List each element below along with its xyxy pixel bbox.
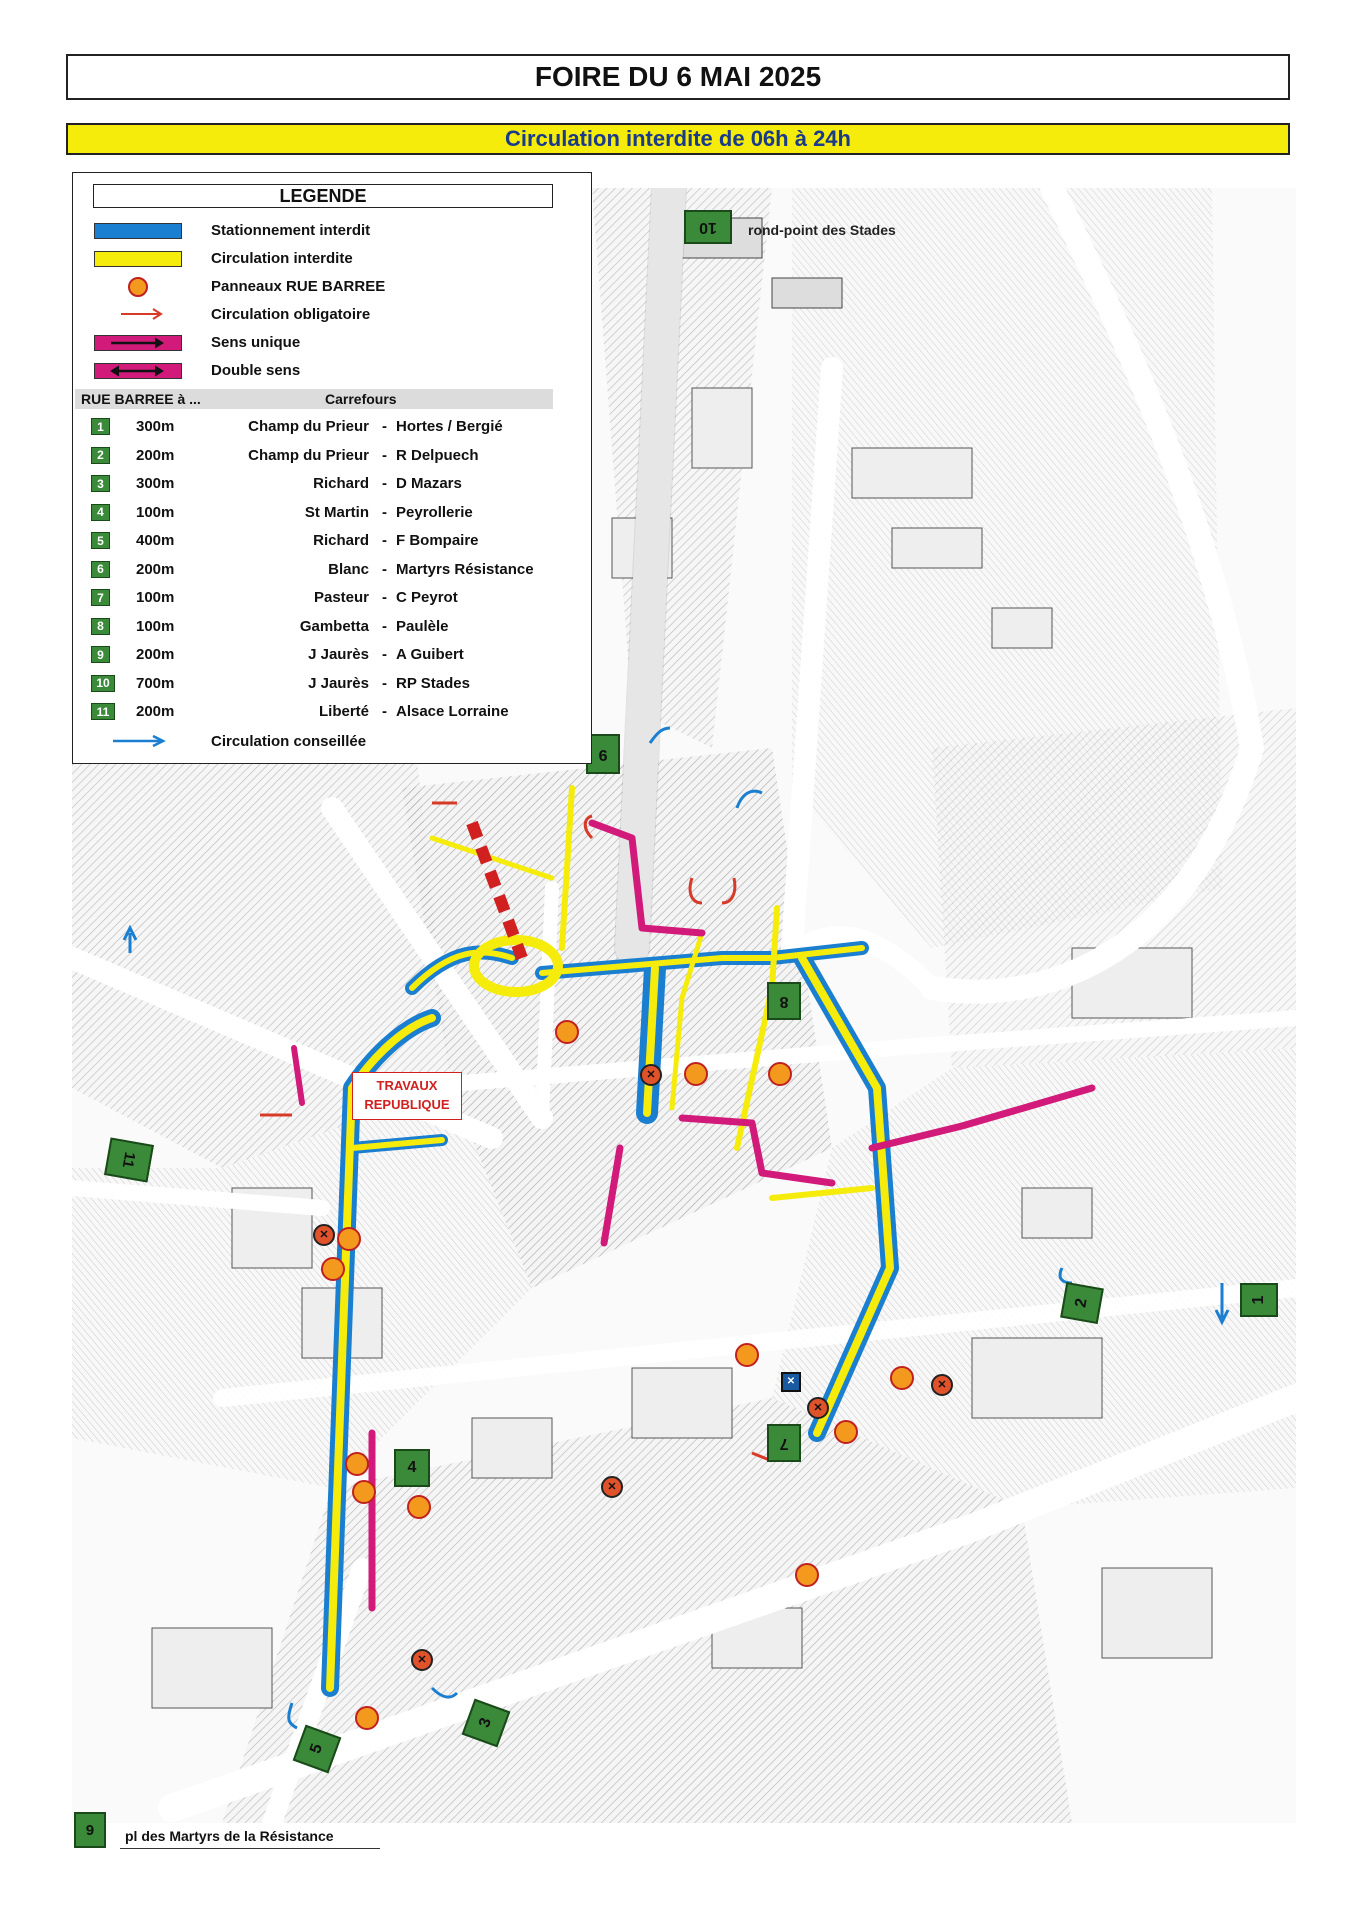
street-2: Martyrs Résistance [396, 560, 534, 578]
street-1: Pasteur [313, 589, 369, 606]
roadblock-marker [337, 1227, 361, 1251]
zone-marker-10: 10 [684, 210, 732, 244]
legend-title: LEGENDE [93, 184, 553, 208]
distance: 200m [136, 446, 175, 464]
street-2: Peyrollerie [396, 503, 473, 521]
distance: 300m [136, 475, 175, 492]
travaux-label [352, 1072, 462, 1120]
roadblock-marker [555, 1020, 579, 1044]
legend-label: Sens unique [211, 333, 301, 351]
zone-number-badge: 10 [91, 675, 115, 692]
roadblock-marker [352, 1480, 376, 1504]
separator: - [382, 446, 387, 464]
separator: - [382, 617, 387, 635]
zone-number-badge: 2 [91, 447, 110, 464]
street-1: J Jaurès [308, 674, 369, 692]
zone-number-badge: 1 [91, 418, 110, 435]
no-entry-sign: ✕ [781, 1372, 801, 1392]
street-2: D Mazars [396, 475, 462, 492]
separator: - [382, 418, 387, 435]
blue-swatch [94, 223, 182, 239]
street-2: A Guibert [396, 646, 464, 663]
distance: 100m [136, 503, 175, 521]
roadblock-marker [355, 1706, 379, 1730]
zone-marker-2: 2 [1060, 1282, 1104, 1324]
no-entry-sign: ✕ [931, 1374, 953, 1396]
page-subtitle: Circulation interdite de 06h à 24h [66, 123, 1290, 155]
legend-panel [72, 172, 592, 764]
zone-number-badge: 9 [91, 646, 110, 663]
header-carrefours: Carrefours [325, 391, 397, 407]
street-2: Alsace Lorraine [396, 703, 509, 720]
roadblock-icon [128, 277, 148, 297]
no-entry-sign: ✕ [313, 1224, 335, 1246]
rond-point-label: rond-point des Stades [748, 222, 896, 238]
zone-marker-3: 3 [462, 1699, 511, 1748]
roadblock-marker [768, 1062, 792, 1086]
legend-item-two-way [91, 359, 300, 381]
separator: - [382, 475, 387, 492]
travaux-line-1: TRAVAUX [376, 1078, 438, 1093]
zone-number-badge: 4 [91, 504, 110, 521]
street-2: Paulèle [396, 617, 449, 635]
legend-table-header [75, 389, 553, 409]
header-rue-barree: RUE BARREE à ... [81, 391, 201, 407]
zone-marker-6: 6 [74, 1812, 106, 1848]
zone-marker-5: 5 [293, 1725, 342, 1774]
legend-label: Circulation conseillée [211, 732, 367, 750]
distance: 200m [136, 703, 175, 720]
no-entry-sign: ✕ [601, 1476, 623, 1498]
no-entry-sign: ✕ [411, 1649, 433, 1671]
street-1: Gambetta [299, 617, 369, 635]
distance: 300m [136, 418, 175, 435]
roadblock-marker [795, 1563, 819, 1587]
legend-item-one-way [91, 331, 300, 353]
zone-number-badge: 3 [91, 475, 110, 492]
double-arrow-icon [91, 359, 186, 381]
arrow-right-icon [91, 331, 186, 353]
legend-item-advised [91, 730, 366, 752]
distance: 100m [136, 589, 175, 606]
no-entry-sign: ✕ [807, 1397, 829, 1419]
red-arrow-icon [91, 303, 186, 325]
travaux-line-2: REPUBLIQUE [364, 1097, 450, 1112]
page-title: FOIRE DU 6 MAI 2025 [66, 54, 1290, 100]
distance: 400m [136, 532, 175, 549]
street-2: R Delpuech [396, 446, 479, 464]
distance: 200m [136, 560, 175, 578]
distance: 200m [136, 646, 175, 663]
street-1: St Martin [304, 503, 369, 521]
separator: - [382, 532, 387, 549]
legend-label: Circulation interdite [211, 249, 353, 267]
street-2: C Peyrot [396, 589, 458, 606]
place-underline [120, 1848, 380, 1849]
legend-item-roadblock [91, 275, 385, 297]
legend-item-mandatory [91, 303, 370, 325]
no-entry-sign: ✕ [640, 1064, 662, 1086]
place-label: pl des Martyrs de la Résistance [125, 1828, 334, 1844]
street-1: Richard [313, 532, 369, 549]
separator: - [382, 503, 387, 521]
street-1: Liberté [318, 703, 369, 720]
roadblock-marker [735, 1343, 759, 1367]
zone-marker-11: 11 [104, 1137, 154, 1182]
zone-number-badge: 7 [91, 589, 110, 606]
legend-label: Stationnement interdit [211, 221, 371, 239]
legend-item-no-parking [91, 219, 370, 241]
separator: - [382, 703, 387, 720]
blue-arrow-icon [91, 730, 186, 752]
street-2: RP Stades [396, 674, 470, 692]
zone-number-badge: 11 [91, 703, 115, 720]
roadblock-marker [890, 1366, 914, 1390]
street-1: Richard [313, 475, 369, 492]
separator: - [382, 646, 387, 663]
zone-number-badge: 8 [91, 618, 110, 635]
separator: - [382, 560, 387, 578]
legend-label: Double sens [211, 361, 301, 379]
zone-number-badge: 6 [91, 561, 110, 578]
roadblock-marker [834, 1420, 858, 1444]
roadblock-marker [321, 1257, 345, 1281]
separator: - [382, 589, 387, 606]
street-2: Hortes / Bergié [396, 418, 503, 435]
yellow-swatch [94, 251, 182, 267]
zone-marker-9: 9 [586, 734, 620, 774]
street-1: Champ du Prieur [248, 418, 369, 435]
distance: 700m [136, 674, 175, 692]
legend-label: Panneaux RUE BARREE [211, 277, 386, 295]
roadblock-marker [345, 1452, 369, 1476]
street-2: F Bompaire [396, 532, 479, 549]
street-1: Blanc [328, 560, 369, 578]
legend-label: Circulation obligatoire [211, 305, 371, 323]
zone-marker-8: 8 [767, 982, 801, 1020]
zone-marker-4: 4 [394, 1449, 430, 1487]
zone-number-badge: 5 [91, 532, 110, 549]
distance: 100m [136, 617, 175, 635]
zone-marker-7: 7 [767, 1424, 801, 1462]
legend-item-no-traffic [91, 247, 353, 269]
street-1: Champ du Prieur [248, 446, 369, 464]
zone-marker-1: 1 [1240, 1283, 1278, 1317]
separator: - [382, 674, 387, 692]
roadblock-marker [407, 1495, 431, 1519]
street-1: J Jaurès [308, 646, 369, 663]
roadblock-marker [684, 1062, 708, 1086]
